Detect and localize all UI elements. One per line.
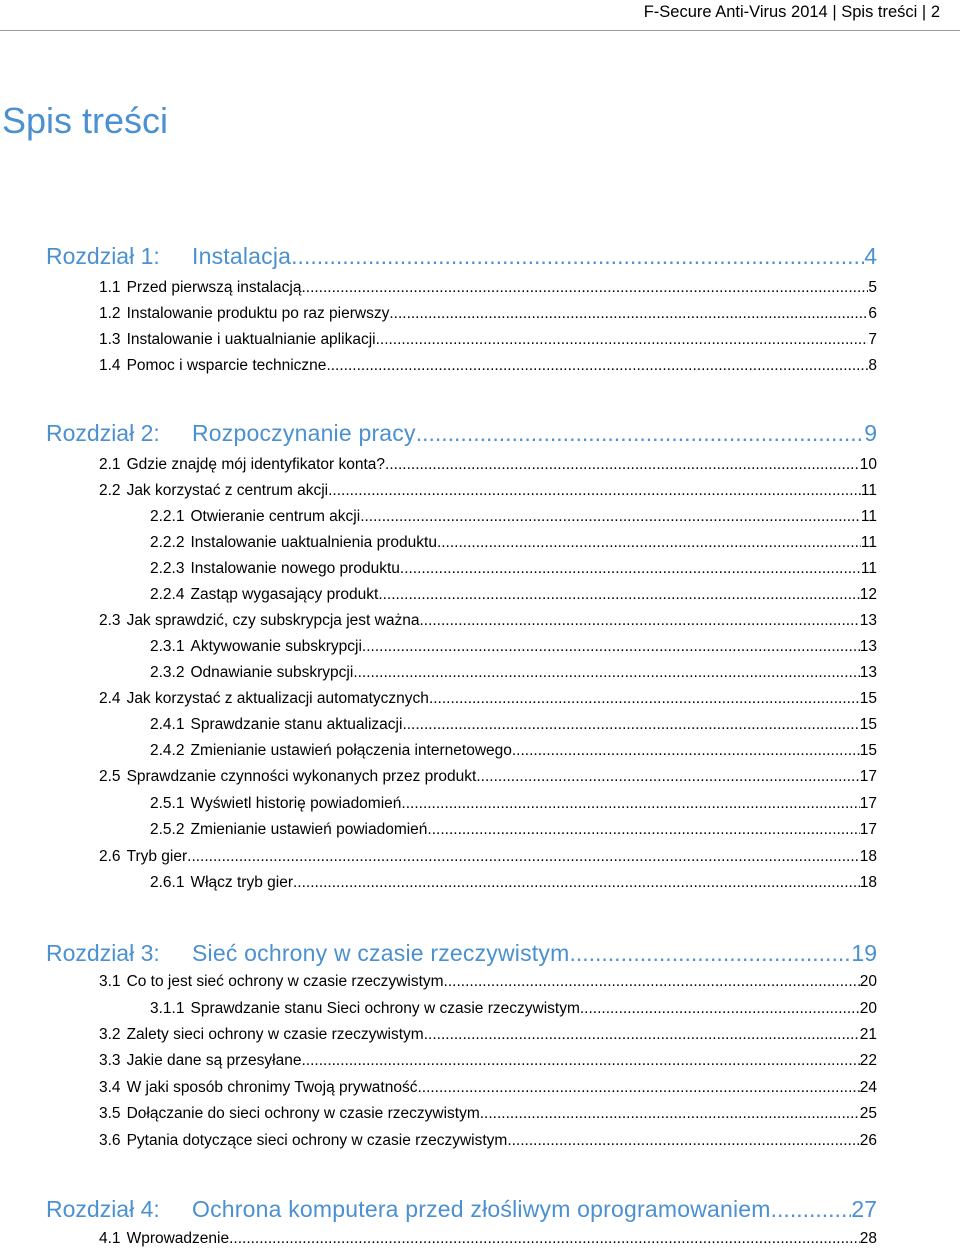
toc-entry-title: Przed pierwszą instalacją (126, 279, 302, 296)
toc-entry[interactable] (150, 508, 877, 530)
toc-dot-leader (360, 508, 861, 526)
header-separator: | (832, 3, 837, 21)
toc-dot-leader (476, 768, 859, 786)
toc-entry-page: 13 (859, 664, 877, 681)
toc-entry-page: 17 (859, 821, 877, 838)
toc-entry-title: Co to jest sieć ochrony w czasie rzeczywistym (126, 973, 444, 990)
header-page-number: 2 (930, 3, 940, 21)
toc-dot-leader (301, 1052, 859, 1070)
toc-entry[interactable] (99, 1079, 877, 1101)
toc-entry-title: Zmienianie ustawień połączenia internetowego (190, 742, 512, 759)
toc-entry-title: Aktywowanie subskrypcji (190, 638, 362, 655)
toc-entry[interactable] (99, 357, 877, 379)
toc-entry-page: 18 (859, 874, 877, 891)
toc-entry-page: 15 (859, 690, 877, 707)
toc-chapter-entry[interactable] (46, 1196, 877, 1226)
toc-entry-number: 3.1.1 (150, 1000, 185, 1017)
toc-entry[interactable] (150, 742, 877, 764)
toc-entry-number: 2.6 (99, 848, 121, 865)
toc-entry-page: 12 (859, 586, 877, 603)
toc-entry-page: 18 (859, 848, 877, 865)
toc-entry-title: Dołączanie do sieci ochrony w czasie rzeczywistym (126, 1105, 480, 1122)
toc-entry-page: 13 (859, 612, 877, 629)
toc-dot-leader (580, 1000, 860, 1018)
toc-entry-number: 2.2.1 (150, 508, 185, 525)
toc-dot-leader (401, 795, 859, 813)
toc-entry-page: 10 (859, 456, 877, 473)
toc-entry-page: 24 (859, 1079, 877, 1096)
toc-entry-number: 2.3 (99, 612, 121, 629)
toc-dot-leader (328, 482, 861, 500)
toc-entry[interactable] (99, 973, 877, 995)
header-separator-2: | (921, 3, 927, 21)
toc-entry-title: Instalacja (192, 243, 292, 269)
toc-dot-leader (376, 331, 869, 349)
toc-entry-title: Instalowanie nowego produktu (190, 560, 400, 577)
toc-entry[interactable] (99, 848, 877, 870)
toc-entry[interactable] (99, 331, 877, 353)
toc-entry-number: 3.4 (99, 1079, 121, 1096)
toc-entry-title: Zastąp wygasający produkt (190, 586, 379, 603)
toc-entry-number: 2.2.3 (150, 560, 185, 577)
toc-entry-number: 3.6 (99, 1132, 121, 1149)
toc-entry-title: Pytania dotyczące sieci ochrony w czasie rzeczywistym (126, 1132, 508, 1149)
toc-entry-number: 1.3 (99, 331, 121, 348)
toc-dot-leader (378, 586, 859, 604)
toc-entry-number: 4.1 (99, 1230, 121, 1247)
toc-dot-leader (424, 1026, 860, 1044)
toc-dot-leader (385, 456, 860, 474)
toc-dot-leader (291, 243, 864, 270)
toc-dot-leader (389, 305, 868, 323)
toc-entry[interactable] (150, 638, 877, 660)
toc-entry-number: Rozdział 2: (46, 420, 160, 446)
toc-dot-leader (771, 1196, 852, 1223)
toc-entry[interactable] (99, 456, 877, 478)
toc-entry-number: 1.4 (99, 357, 121, 374)
toc-entry-page: 26 (859, 1132, 877, 1149)
toc-entry-page: 6 (868, 305, 877, 322)
toc-entry-page: 17 (859, 795, 877, 812)
toc-entry-title: Sprawdzanie stanu aktualizacji (190, 716, 403, 733)
toc-chapter-entry[interactable] (46, 940, 877, 970)
toc-entry-page: 11 (860, 508, 877, 525)
toc-dot-leader (229, 1230, 860, 1248)
toc-entry-page: 4 (864, 243, 877, 269)
toc-entry-page: 5 (868, 279, 877, 296)
toc-entry-page: 13 (859, 638, 877, 655)
toc-entry-title: Ochrona komputera przed złośliwym oprogramowaniem (192, 1196, 771, 1222)
toc-entry[interactable] (99, 768, 877, 790)
header-product: F-Secure Anti-Virus 2014 (643, 3, 828, 21)
toc-entry-title: Jak sprawdzić, czy subskrypcja jest ważna (126, 612, 420, 629)
toc-entry[interactable] (150, 560, 877, 582)
toc-entry-title: Otwieranie centrum akcji (190, 508, 361, 525)
toc-entry-title: Instalowanie i uaktualnianie aplikacji (126, 331, 376, 348)
toc-entry-title: Sieć ochrony w czasie rzeczywistym (192, 940, 570, 966)
toc-entry-title: Wprowadzenie (126, 1230, 230, 1247)
toc-dot-leader (507, 1132, 859, 1150)
toc-entry-page: 21 (859, 1026, 877, 1043)
toc-entry-number: 2.2.2 (150, 534, 185, 551)
toc-dot-leader (429, 690, 860, 708)
toc-dot-leader (416, 420, 865, 447)
toc-entry-number: 3.1 (99, 973, 121, 990)
header-section: Spis treści (841, 3, 918, 21)
toc-entry-number: 1.1 (99, 279, 121, 296)
toc-entry-number: 2.3.1 (150, 638, 185, 655)
toc-entry-number: 2.5.1 (150, 795, 185, 812)
toc-dot-leader (437, 534, 861, 552)
toc-entry-title: Odnawianie subskrypcji (190, 664, 354, 681)
toc-entry[interactable] (150, 586, 877, 608)
toc-dot-leader (417, 1079, 859, 1097)
toc-entry[interactable] (99, 1132, 877, 1154)
toc-entry-page: 22 (859, 1052, 877, 1069)
toc-entry-title: Jakie dane są przesyłane (126, 1052, 302, 1069)
toc-entry[interactable] (150, 874, 877, 896)
toc-entry-title: Wyświetl historię powiadomień (190, 795, 402, 812)
toc-entry-number: 2.6.1 (150, 874, 185, 891)
toc-entry-page: 11 (860, 534, 877, 551)
toc-entry-title: Sprawdzanie stanu Sieci ochrony w czasie rzeczywistym (190, 1000, 580, 1017)
toc-entry[interactable] (99, 1052, 877, 1074)
toc-entry-title: Jak korzystać z aktualizacji automatycznych (126, 690, 429, 707)
toc-entry[interactable] (99, 1230, 877, 1252)
toc-entry[interactable] (99, 612, 877, 634)
toc-entry-page: 11 (860, 560, 877, 577)
toc-entry-title: Instalowanie produktu po raz pierwszy (126, 305, 390, 322)
toc-entry-title: Pomoc i wsparcie techniczne (126, 357, 327, 374)
toc-entry-title: Włącz tryb gier (190, 874, 293, 891)
toc-dot-leader (353, 664, 859, 682)
toc-entry-page: 20 (859, 1000, 877, 1017)
toc-entry-title: Instalowanie uaktualnienia produktu (190, 534, 437, 551)
toc-dot-leader (400, 560, 861, 578)
toc-dot-leader (293, 874, 860, 892)
toc-entry-page: 15 (859, 742, 877, 759)
toc-entry-number: 1.2 (99, 305, 121, 322)
toc-dot-leader (362, 638, 860, 656)
toc-entry[interactable] (150, 795, 877, 817)
toc-entry-number: 2.3.2 (150, 664, 185, 681)
toc-entry[interactable] (150, 534, 877, 556)
toc-entry[interactable] (150, 716, 877, 738)
toc-entry-title: Jak korzystać z centrum akcji (126, 482, 329, 499)
toc-dot-leader (419, 612, 859, 630)
toc-entry-number: 3.2 (99, 1026, 121, 1043)
toc-entry-number: 3.5 (99, 1105, 121, 1122)
toc-entry-title: Zmienianie ustawień powiadomień (190, 821, 428, 838)
toc-entry-page: 27 (851, 1196, 877, 1222)
toc-entry-number: 2.5.2 (150, 821, 185, 838)
toc-chapter-entry[interactable] (46, 243, 877, 273)
toc-entry-title: Rozpoczynanie pracy (192, 420, 416, 446)
toc-entry-number: 2.5 (99, 768, 121, 785)
toc-entry-page: 20 (859, 973, 877, 990)
toc-entry[interactable] (99, 1026, 877, 1048)
toc-entry-title: Sprawdzanie czynności wykonanych przez produkt (126, 768, 477, 785)
toc-dot-leader (444, 973, 860, 991)
toc-entry-page: 11 (860, 482, 877, 499)
toc-entry-page: 25 (859, 1105, 877, 1122)
toc-entry-number: 2.2.4 (150, 586, 185, 603)
toc-entry-page: 9 (864, 420, 877, 446)
toc-entry-number: 2.4.1 (150, 716, 185, 733)
toc-entry-number: Rozdział 4: (46, 1196, 160, 1222)
toc-entry-title: Zalety sieci ochrony w czasie rzeczywistym (126, 1026, 424, 1043)
toc-dot-leader (569, 940, 851, 967)
toc-entry-number: Rozdział 1: (46, 243, 160, 269)
toc-dot-leader (480, 1105, 860, 1123)
toc-dot-leader (512, 742, 860, 760)
toc-entry-number: 2.4.2 (150, 742, 185, 759)
toc-entry[interactable] (150, 664, 877, 686)
toc-dot-leader (187, 848, 860, 866)
toc-entry[interactable] (150, 1000, 877, 1022)
toc-entry-page: 8 (868, 357, 877, 374)
toc-entry[interactable] (150, 821, 877, 843)
toc-dot-leader (326, 357, 868, 375)
toc-entry-page: 17 (859, 768, 877, 785)
toc-entry-number: 2.2 (99, 482, 121, 499)
toc-entry-number: 2.1 (99, 456, 121, 473)
toc-dot-leader (301, 279, 868, 297)
toc-entry[interactable] (99, 482, 877, 504)
toc-chapter-entry[interactable] (46, 420, 877, 450)
toc-entry-page: 19 (851, 940, 877, 966)
toc-entry-page: 28 (859, 1230, 877, 1247)
toc-entry[interactable] (99, 279, 877, 301)
toc-entry-title: Tryb gier (126, 848, 188, 865)
toc-entry[interactable] (99, 1105, 877, 1127)
toc-entry-page: 15 (859, 716, 877, 733)
page-title: Spis treści (2, 100, 169, 141)
toc-dot-leader (427, 821, 859, 839)
toc-entry-title: W jaki sposób chronimy Twoją prywatność (126, 1079, 418, 1096)
toc-entry[interactable] (99, 690, 877, 712)
toc-entry[interactable] (99, 305, 877, 327)
toc-entry-number: Rozdział 3: (46, 940, 160, 966)
toc-entry-page: 7 (868, 331, 877, 348)
toc-entry-number: 3.3 (99, 1052, 121, 1069)
toc-dot-leader (402, 716, 859, 734)
toc-entry-title: Gdzie znajdę mój identyfikator konta? (126, 456, 386, 473)
toc-entry-number: 2.4 (99, 690, 121, 707)
